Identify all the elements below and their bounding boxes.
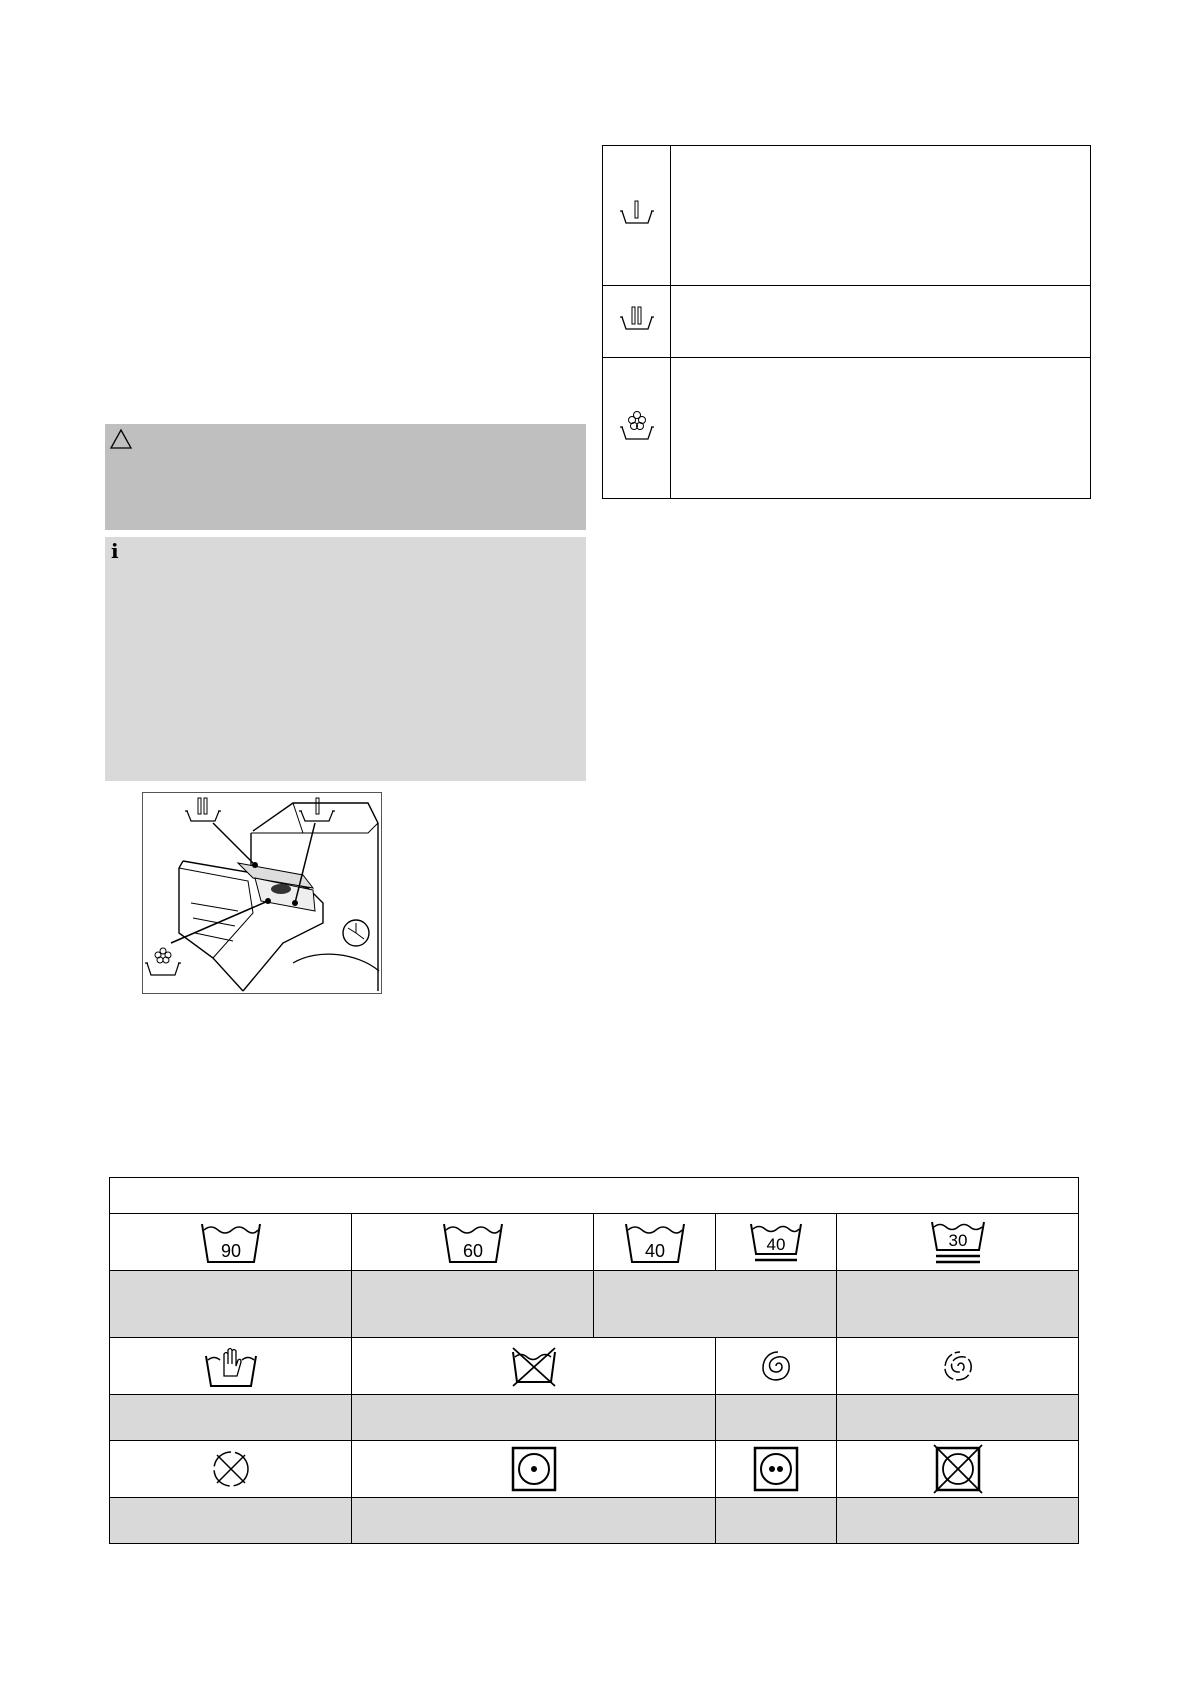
wash-40-gentle-icon [716,1220,836,1264]
care-label-2-2 [352,1395,716,1441]
do-not-tumble-dry-cell [837,1441,1079,1498]
compartment-desc-mainwash [671,286,1091,358]
drawer-label-mainwash-icon [185,798,221,821]
tumble-dry-high-cell [716,1441,837,1498]
care-label-3-2 [352,1498,716,1544]
do-not-wash-icon [352,1344,715,1388]
care-label-1-2 [352,1271,594,1338]
wash-60-temp: 60 [462,1241,483,1261]
wash-90-cell [110,1214,352,1271]
tumble-dry-high-icon [716,1445,836,1493]
care-table-title [110,1178,1079,1214]
warning-box [105,424,586,530]
care-label-1-4 [837,1271,1079,1338]
wash-90-temp: 90 [220,1241,241,1261]
care-label-2-3 [716,1395,837,1441]
hand-wash-icon [110,1344,351,1388]
prewash-compartment-icon [619,214,655,231]
no-chlorine-icon [110,1447,351,1491]
wash-60-cell [352,1214,594,1271]
care-label-3-1 [110,1498,352,1544]
wash-40-icon [594,1220,715,1264]
wash-40-gentle-cell [716,1214,837,1271]
care-symbols-table [109,1177,1079,1544]
wash-40-gentle-temp: 40 [766,1235,786,1254]
drawer-drawing [143,793,380,992]
wash-60-icon [352,1220,593,1264]
wash-30-icon [837,1218,1078,1266]
care-label-3-4 [837,1498,1079,1544]
compartment-cell-softener [603,358,671,499]
hand-wash-cell [110,1338,352,1395]
compartment-cell-mainwash [603,286,671,358]
compartment-desc-softener [671,358,1091,499]
wash-40-cell [594,1214,716,1271]
compartment-desc-prewash [671,146,1091,286]
compartment-table [602,145,1091,499]
warning-triangle-icon [109,428,133,455]
wash-40-temp: 40 [644,1241,665,1261]
chlorine-dashed-spiral-cell [837,1338,1079,1395]
mainwash-compartment-icon [619,320,655,337]
chlorine-spiral-icon [716,1344,836,1388]
compartment-cell-prewash [603,146,671,286]
care-label-1-1 [110,1271,352,1338]
tumble-dry-low-cell [352,1441,716,1498]
info-box [105,537,586,781]
care-label-2-1 [110,1395,352,1441]
no-chlorine-cell [110,1441,352,1498]
care-label-3-3 [716,1498,837,1544]
do-not-wash-cell [352,1338,716,1395]
wash-90-icon [110,1220,351,1264]
do-not-tumble-dry-icon [837,1444,1078,1494]
wash-30-temp: 30 [948,1231,967,1250]
tumble-dry-low-icon [352,1445,715,1493]
chlorine-dashed-spiral-icon [837,1344,1078,1388]
drawer-label-prewash-icon [299,798,335,821]
softener-compartment-icon [619,430,655,447]
wash-30-cell [837,1214,1079,1271]
info-icon: i [111,539,119,563]
detergent-drawer-illustration [142,792,382,994]
care-label-1-3 [594,1271,837,1338]
chlorine-spiral-cell [716,1338,837,1395]
drawer-label-softener-icon [145,948,181,975]
care-label-2-4 [837,1395,1079,1441]
